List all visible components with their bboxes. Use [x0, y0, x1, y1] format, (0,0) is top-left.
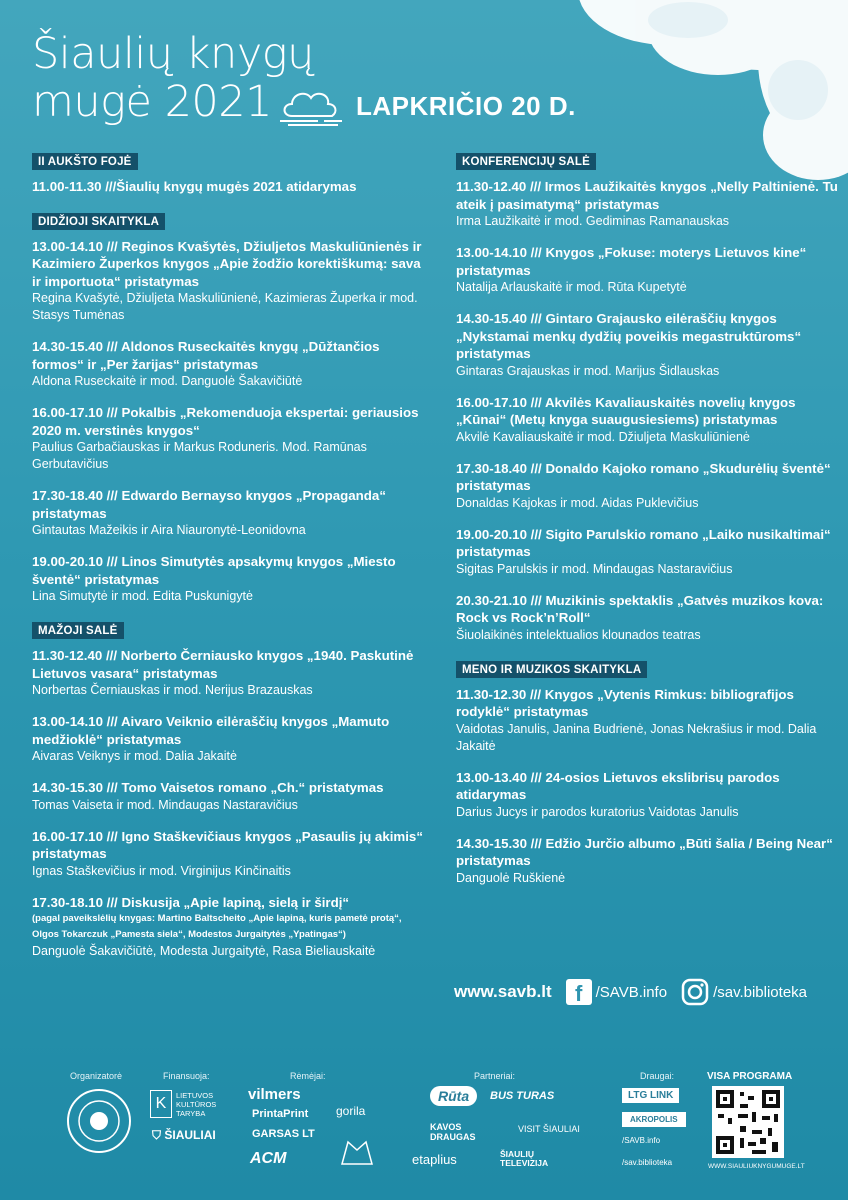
- culture-council-mark-icon: K: [150, 1090, 172, 1118]
- culture-council-logo: [150, 1090, 226, 1118]
- event-participants: Sigitas Parulskis ir mod. Mindaugas Nastaravičius: [456, 561, 733, 576]
- title-line-1: Šiaulių knygų: [32, 29, 314, 79]
- instagram-link[interactable]: [681, 978, 807, 1006]
- program-label: VISA PROGRAMA: [707, 1071, 793, 1082]
- event-title: 17.30-18.40 /// Donaldo Kajoko romano „Skudurėlių šventė“ pristatymas: [456, 460, 831, 493]
- social-links: [454, 978, 807, 1006]
- program-event: [456, 769, 848, 821]
- event-participants: Paulius Garbačiauskas ir Markus Roduneris. Mod. Ramūnas Gerbutavičius: [32, 440, 367, 471]
- cloud-icon: [278, 86, 344, 126]
- culture-council-name: LIETUVOS KULTŪROS TARYBA: [176, 1090, 217, 1118]
- event-participants: Regina Kvašytė, Džiuljeta Maskuliūnienė, Kazimieras Župerka ir mod. Stasys Tumėnas: [32, 291, 418, 322]
- event-participants: Danguolė Šakavičiūtė, Modesta Jurgaitytė, Rasa Bieliauskaitė: [32, 944, 376, 958]
- event-participants: Aldona Ruseckaitė ir mod. Danguolė Šakavičiūtė: [32, 374, 303, 388]
- event-note: (pagal paveikslėlių knygas: Martino Baltscheito „Apie lapiną, kuris pametė protą“, Olgos Tokarczuk „Pamesta siela“, Modestos Jurgaitytės „Ypatingas“): [32, 913, 402, 940]
- siauliai-name: ŠIAULIAI: [164, 1128, 216, 1142]
- event-participants: Tomas Vaiseta ir mod. Mindaugas Nastaravičius: [32, 797, 298, 812]
- event-participants: Lina Simutytė ir mod. Edita Puskunigytė: [32, 589, 253, 603]
- program-event: [456, 178, 848, 230]
- program-url[interactable]: WWW.SIAULIUKNYGUMUGE.LT: [708, 1163, 805, 1170]
- event-title: 17.30-18.10 /// Diskusija „Apie lapiną, sielą ir širdį“: [32, 894, 350, 910]
- program-event: [456, 310, 848, 380]
- program-event: [32, 647, 424, 699]
- event-participants: Vaidotas Janulis, Janina Budrienė, Jonas Nekrašius ir mod. Dalia Jakaitė: [456, 721, 817, 753]
- program-event: [456, 835, 848, 887]
- event-participants: Irma Laužikaitė ir mod. Gediminas Ramanauskas: [456, 214, 730, 228]
- event-title: 14.30-15.40 /// Aldonos Ruseckaitės knygų „Dūžtančios formos“ ir „Per žarijas“ pristatymas: [32, 339, 380, 372]
- event-title: 19.00-20.10 /// Sigito Parulskio romano „Laiko nusikaltimai“ pristatymas: [456, 526, 831, 559]
- event-title: [32, 30, 314, 126]
- program-section: [32, 619, 424, 960]
- partner-label: Partneriai:: [474, 1071, 516, 1081]
- program-event: [32, 487, 424, 539]
- sponsor-printaprint: PrintaPrint: [252, 1108, 309, 1120]
- event-title: 14.30-15.40 /// Gintaro Grajausko eilėraščių knygos „Nykstamai menkų dydžių poveikis megastruktūroms“ pristatymas: [456, 311, 802, 361]
- program-section: [456, 150, 848, 644]
- friend-ltg-link: LTG LINK: [622, 1088, 679, 1103]
- event-participants: Darius Jucys ir parodos kuratorius Vaidotas Janulis: [456, 804, 739, 819]
- program-event: [32, 713, 424, 765]
- program-event: [32, 779, 424, 814]
- title-line-2: mugė 2021: [32, 77, 272, 127]
- website-link[interactable]: [454, 982, 552, 1002]
- funder-label: Finansuoja:: [163, 1071, 210, 1081]
- event-title: 20.30-21.10 /// Muzikinis spektaklis „Gatvės muzikos kova: Rock vs Rock’n’Roll“: [456, 592, 824, 625]
- date-banner: [278, 86, 576, 126]
- program-event: [456, 394, 848, 446]
- siauliai-crest-icon: ⛉: [152, 1128, 162, 1142]
- qr-code-icon[interactable]: [712, 1086, 784, 1158]
- library-seal-icon: [66, 1088, 132, 1154]
- facebook-icon: f: [566, 979, 592, 1005]
- sponsor-acm: ACM: [250, 1150, 287, 1167]
- event-title: 11.30-12.40 /// Norberto Černiausko knygos „1940. Paskutinė Lietuvos vasara“ pristatymas: [32, 648, 414, 681]
- event-participants: Donaldas Kajokas ir mod. Aidas Puklevičius: [456, 495, 699, 510]
- event-participants: Norbertas Černiauskas ir mod. Nerijus Brazauskas: [32, 683, 313, 697]
- program-event: [32, 338, 424, 390]
- program-event: [32, 828, 424, 880]
- program-event: [456, 526, 848, 578]
- sponsor-label: Rėmėjai:: [290, 1071, 326, 1081]
- program-event: [32, 553, 424, 605]
- event-title: 14.30-15.30 /// Edžio Jurčio albumo „Būti šalia / Being Near“ pristatymas: [456, 835, 833, 868]
- program-event: [456, 686, 848, 755]
- program-section: [32, 210, 424, 606]
- event-title: 16.00-17.10 /// Pokalbis „Rekomenduoja ekspertai: geriausios 2020 m. verstinės knygos“: [32, 405, 419, 438]
- sponsor-gorila: gorila: [336, 1104, 366, 1118]
- partner-siauliu-televizija: ŠIAULIŲ TELEVIZIJA: [500, 1149, 549, 1168]
- partner-visit-siauliai: VISIT ŠIAULIAI: [518, 1124, 580, 1134]
- section-heading: II AUKŠTO FOJĖ: [32, 153, 138, 170]
- section-heading: KONFERENCIJŲ SALĖ: [456, 153, 596, 170]
- event-participants: Gintautas Mažeikis ir Aira Niauronytė-Leonidovna: [32, 523, 306, 537]
- facebook-link[interactable]: [566, 979, 667, 1005]
- section-heading: MAŽOJI SALĖ: [32, 622, 124, 639]
- program-event: [456, 460, 848, 512]
- partner-kavos-draugas: KAVOS DRAUGAS: [430, 1122, 476, 1142]
- friend-facebook: /SAVB.info: [622, 1136, 661, 1145]
- section-heading: MENO IR MUZIKOS SKAITYKLA: [456, 661, 647, 678]
- program-event: [32, 894, 424, 961]
- partner-ruta: Rūta: [430, 1086, 477, 1106]
- website-link-text: www.savb.lt: [454, 982, 552, 1001]
- organizer-label: Organizatorė: [70, 1071, 123, 1081]
- event-title: 17.30-18.40 /// Edwardo Bernayso knygos „Propaganda“ pristatymas: [32, 488, 386, 521]
- event-title: 11.30-12.40 /// Irmos Laužikaitės knygos „Nelly Paltinienė. Tu ateik į pasimatymą“ pristatymas: [456, 179, 838, 212]
- friend-instagram: /sav.biblioteka: [622, 1158, 673, 1167]
- event-participants: Aivaras Veiknys ir mod. Dalia Jakaitė: [32, 749, 237, 763]
- event-participants: Šiuolaikinės intelektualios klounados teatras: [456, 627, 701, 642]
- friend-label: Draugai:: [640, 1071, 675, 1081]
- partner-bus-turas: BUS TURAS: [490, 1090, 555, 1102]
- program-event: [456, 244, 848, 296]
- program-left-column: [32, 150, 424, 974]
- event-date: LAPKRIČIO 20 D.: [356, 90, 576, 121]
- program-event: [456, 592, 848, 644]
- program-event: [32, 238, 424, 325]
- event-participants: Akvilė Kavaliauskaitė ir mod. Džiuljeta Maskuliūnienė: [456, 429, 750, 444]
- sponsors-footer: [0, 1066, 848, 1200]
- event-participants: Gintaras Grajauskas ir mod. Marijus Šidlauskas: [456, 363, 720, 378]
- sponsor-emblem-icon: [340, 1136, 374, 1166]
- event-title: 13.00-14.10 /// Aivaro Veiknio eilėraščių knygos „Mamuto medžioklė“ pristatymas: [32, 714, 390, 747]
- event-title: 13.00-14.10 /// Reginos Kvašytės, Džiuljetos Maskuliūnienės ir Kazimiero Župerkos knygos „Apie žodžio korektiškumą: sava ir importuota“ pristatymas: [32, 238, 422, 289]
- program-right-column: [456, 150, 848, 901]
- event-title: 16.00-17.10 /// Igno Staškevičiaus knygos „Pasaulis jų akimis“ pristatymas: [32, 828, 423, 861]
- program-event: [32, 404, 424, 473]
- friend-akropolis: AKROPOLIS: [622, 1112, 686, 1127]
- partner-etaplius: etaplius: [412, 1152, 457, 1167]
- event-participants: Natalija Arlauskaitė ir mod. Rūta Kupetytė: [456, 280, 687, 294]
- event-title: 11.30-12.30 /// Knygos „Vytenis Rimkus: bibliografijos rodyklė“ pristatymas: [456, 686, 794, 719]
- event-title: 16.00-17.10 /// Akvilės Kavaliauskaitės novelių knygos „Kūnai“ (Metų knyga suaugusiesiems) pristatymas: [456, 394, 796, 427]
- sponsor-vilmers: vilmers: [248, 1086, 301, 1103]
- section-heading: DIDŽIOJI SKAITYKLA: [32, 213, 165, 230]
- instagram-icon: [681, 978, 709, 1006]
- event-title: 11.00-11.30 ///Šiaulių knygų mugės 2021 atidarymas: [32, 179, 357, 194]
- sponsor-garsas: GARSAS LT: [252, 1128, 315, 1140]
- event-title: 13.00-13.40 /// 24-osios Lietuvos ekslibrisų parodos atidarymas: [456, 769, 780, 802]
- program-section: [32, 150, 424, 196]
- event-title: 19.00-20.10 /// Linos Simutytės apsakymų knygos „Miesto šventė“ pristatymas: [32, 554, 396, 587]
- event-title: 13.00-14.10 /// Knygos „Fokuse: moterys Lietuvos kine“ pristatymas: [456, 245, 807, 278]
- event-title: 14.30-15.30 /// Tomo Vaisetos romano „Ch.“ pristatymas: [32, 780, 384, 795]
- instagram-handle: /sav.biblioteka: [713, 983, 808, 1001]
- event-participants: Danguolė Ruškienė: [456, 870, 566, 885]
- facebook-handle: /SAVB.info: [595, 983, 668, 1001]
- program-event: [32, 178, 424, 196]
- event-participants: Ignas Staškevičius ir mod. Virginijus Kinčinaitis: [32, 863, 291, 878]
- siauliai-logo: [152, 1128, 216, 1143]
- program-section: [456, 658, 848, 887]
